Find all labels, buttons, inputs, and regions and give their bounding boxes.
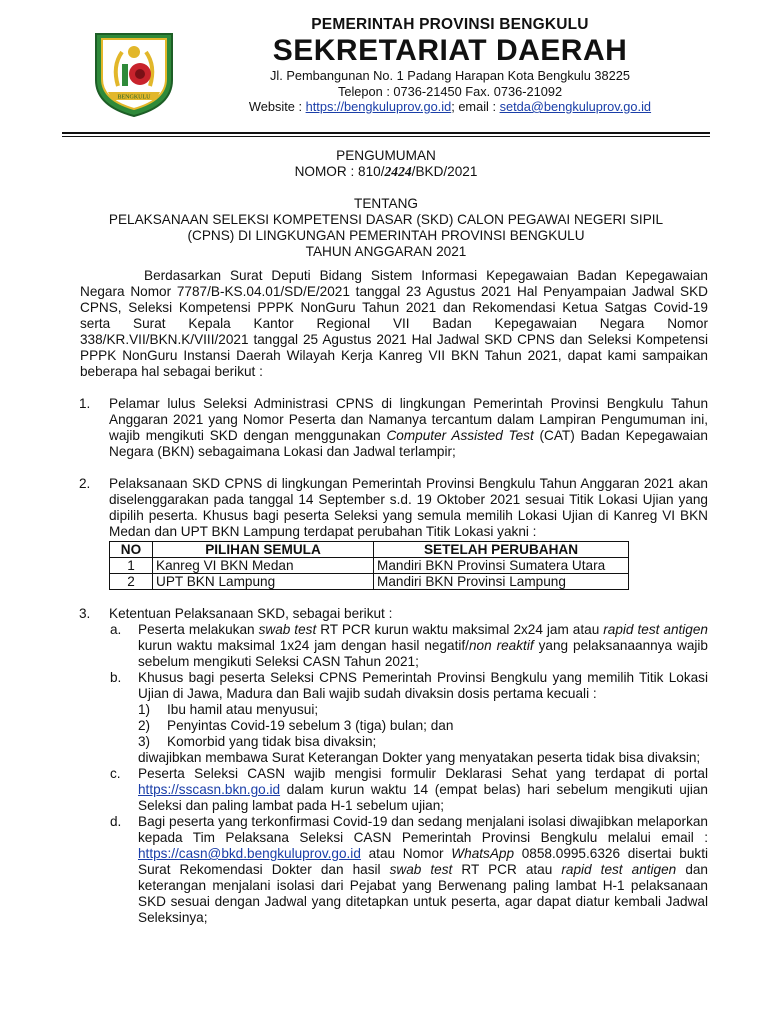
item-text: (CAT) Badan Kepegawaian Negara (BKN) sebagaimana Lokasi dan Jadwal terlampir; [109, 428, 708, 459]
casn-email-link[interactable]: https://casn@bkd.bengkuluprov.go.id [138, 846, 361, 861]
item-text: kurun waktu maksimal 1x24 jam dengan hasil negatif/ [138, 638, 469, 653]
office-contact [190, 99, 710, 115]
sub-sub-number: 1) [138, 702, 151, 717]
list-number: 1. [79, 396, 91, 411]
list-item-1 [80, 396, 708, 460]
item-text: Komorbid yang tidak bisa divaksin; [167, 734, 377, 749]
svg-text:BENGKULU: BENGKULU [117, 94, 151, 101]
item-text: diwajibkan membawa Surat Keterangan Dokter yang menyatakan peserta tidak bisa divaksin; [138, 750, 701, 765]
item-text-italic: swab test [258, 622, 317, 637]
announcement-body [80, 268, 708, 926]
item-text: 0858.0995.6326 disertai bukti Surat Rekomendasi Dokter dan hasil [138, 846, 708, 877]
sub-sub-number: 2) [138, 718, 151, 733]
sub-sub-item [138, 718, 708, 734]
column-header: PILIHAN SEMULA [153, 542, 374, 558]
list-number: 3. [79, 606, 91, 621]
table-row [110, 558, 629, 574]
sub-item-a [109, 622, 708, 670]
item-text-italic: non reaktif [468, 638, 534, 653]
item-text: Pelamar lulus Seleksi Administrasi CPNS di lingkungan Pemerintah Provinsi Bengkulu Tahun Anggaran 2021 yang Nomor Peserta dan Namanya tercantum dalam Lampiran Pengumuman ini, wajib mengikuti SKD dengan menggunakan [109, 396, 708, 443]
letterhead-divider-thin [62, 136, 710, 137]
item-text: Ibu hamil atau menyusui; [167, 702, 319, 717]
letterhead-divider [62, 132, 710, 134]
sub-sub-item [138, 702, 708, 718]
column-header: NO [110, 542, 153, 558]
government-name: PEMERINTAH PROVINSI BENGKULU [311, 16, 589, 33]
item-text: Pelaksanaan SKD CPNS di lingkungan Pemerintah Provinsi Bengkulu Tahun Anggaran 2021 akan diselenggarakan pada tanggal 14 September s.d. 19 Oktober 2021 sesuai Titik Lokasi Ujian yang dipilih peserta. Khusus bagi peserta Seleksi yang semula memilih Lokasi Ujian di Kanreg VI BKN Medan dan UPT BKN Lampung terdapat perubahan Titik Lokasi yakni : [109, 476, 708, 539]
sub-sub-item [138, 734, 708, 750]
office-phone: Telepon : 0736-21450 Fax. 0736-21092 [337, 83, 563, 99]
item-text: yang pelaksanaannya wajib sebelum mengikuti Seleksi CASN Tahun 2021; [138, 638, 708, 669]
item-text-italic: rapid test antigen [603, 622, 708, 637]
number-prefix: NOMOR : 810/ [294, 164, 385, 179]
item-text: dan keterangan menjalani isolasi dari Pejabat yang Berwenang paling lambat H-1 pelaksanaan SKD sesuai dengan Jadwal yang ditetapkan untuk peserta, agar dapat diatur kembali Jadwal Seleksinya; [138, 862, 708, 925]
table-cell: UPT BKN Lampung [153, 574, 374, 590]
sub-number: a. [110, 622, 122, 637]
number-value: 2424 [384, 164, 412, 179]
item-text: Penyintas Covid-19 sebelum 3 (tiga) bulan; dan [167, 718, 454, 733]
email-link[interactable]: setda@bengkuluprov.go.id [499, 99, 652, 114]
item-text: dalam kurun waktu 14 (empat belas) hari sebelum mengikuti ujian Seleksi dan paling lambat pada H-1 sebelum ujian; [138, 782, 708, 813]
table-row [110, 574, 629, 590]
announcement-number [62, 164, 710, 180]
list-item-3 [80, 606, 708, 926]
item-text: Khusus bagi peserta Seleksi CPNS Pemerintah Provinsi Bengkulu yang memilih Titik Lokasi Ujian di Jawa, Madura dan Bali wajib sudah divaksin dosis pertama kecuali : [138, 670, 708, 701]
item-text-italic: WhatsApp [451, 846, 515, 861]
intro-paragraph: Berdasarkan Surat Deputi Bidang Sistem Informasi Kepegawaian Badan Kepegawaian Negara Nomor 7787/B-KS.04.01/SD/E/2021 tanggal 23 Agustus 2021 Hal Penyampaian Jadwal SKD CPNS, Seleksi Kompetensi PPPK NonGuru Tahun 2021 dan Rekomendasi Ketua Satgas Covid-19 serta Surat Kepala Kantor Regional VII Badan Kepegawaian Negara Nomor 338/KR.VII/BKN.K/VIII/2021 tanggal 25 Agustus 2021 Hal Jadwal SKD CPNS dan Seleksi Kompetensi PPPK NonGuru Instansi Daerah Wilayah Kerja Kanreg VII BKN Tahun 2021, dapat kami sampaikan beberapa hal sebagai berikut : [80, 268, 708, 379]
website-prefix: Website : [248, 99, 306, 114]
location-change-table [109, 541, 629, 590]
table-cell: Mandiri BKN Provinsi Lampung [374, 574, 629, 590]
list-number: 2. [79, 476, 91, 491]
item-text: atau Nomor [360, 846, 452, 861]
item-text-italic: rapid test antigen [561, 862, 677, 877]
item-text: Bagi peserta yang terkonfirmasi Covid-19 dan sedang menjalani isolasi diwajibkan melaporkan kepada Tim Pelaksana Seleksi CASN Pemerintah Provinsi Bengkulu melalui email : [138, 814, 708, 845]
announcement-title [62, 148, 710, 260]
office-address: Jl. Pembangunan No. 1 Padang Harapan Kota Bengkulu 38225 [270, 68, 630, 83]
email-prefix: ; email : [451, 99, 500, 114]
announcement-heading: PENGUMUMAN [336, 148, 436, 163]
office-name: SEKRETARIAT DAERAH [272, 34, 628, 67]
item-text: Peserta Seleksi CASN wajib mengisi formulir Deklarasi Sehat yang terdapat di portal [138, 766, 708, 781]
letterhead [190, 16, 710, 115]
table-cell: 2 [110, 574, 153, 590]
sub-number: d. [110, 814, 122, 829]
sub-item-c [109, 766, 708, 814]
announcement-subject-line-1: PELAKSANAAN SELEKSI KOMPETENSI DASAR (SKD) CALON PEGAWAI NEGERI SIPIL [108, 212, 664, 227]
announcement-about: TENTANG [354, 196, 418, 211]
item-text: Ketentuan Pelaksanaan SKD, sebagai berikut : [109, 606, 393, 621]
item-text: RT PCR atau [452, 862, 562, 877]
table-cell: Mandiri BKN Provinsi Sumatera Utara [374, 558, 629, 574]
item-text: Peserta melakukan [138, 622, 259, 637]
item-text-italic: Computer Assisted Test [386, 428, 534, 443]
column-header: SETELAH PERUBAHAN [374, 542, 629, 558]
sub-item-b [109, 670, 708, 766]
sub-sub-number: 3) [138, 734, 151, 749]
number-suffix: /BKD/2021 [411, 164, 478, 179]
list-item-2 [80, 476, 708, 590]
table-cell: Kanreg VI BKN Medan [153, 558, 374, 574]
announcement-subject-line-2: (CPNS) DI LINGKUNGAN PEMERINTAH PROVINSI BENGKULU [187, 228, 585, 243]
table-header-row [110, 542, 629, 558]
sub-number: b. [110, 670, 122, 685]
website-link[interactable]: https://bengkuluprov.go.id [305, 99, 452, 114]
item-text: RT PCR kurun waktu maksimal 2x24 jam atau [316, 622, 604, 637]
bengkulu-province-logo-icon [88, 28, 180, 120]
sub-number: c. [110, 766, 121, 781]
sub-item-d [109, 814, 708, 926]
announcement-subject-line-3: TAHUN ANGGARAN 2021 [305, 244, 467, 259]
table-cell: 1 [110, 558, 153, 574]
sscasn-link[interactable]: https://sscasn.bkn.go.id [138, 782, 281, 797]
item-text-italic: swab test [389, 862, 453, 877]
